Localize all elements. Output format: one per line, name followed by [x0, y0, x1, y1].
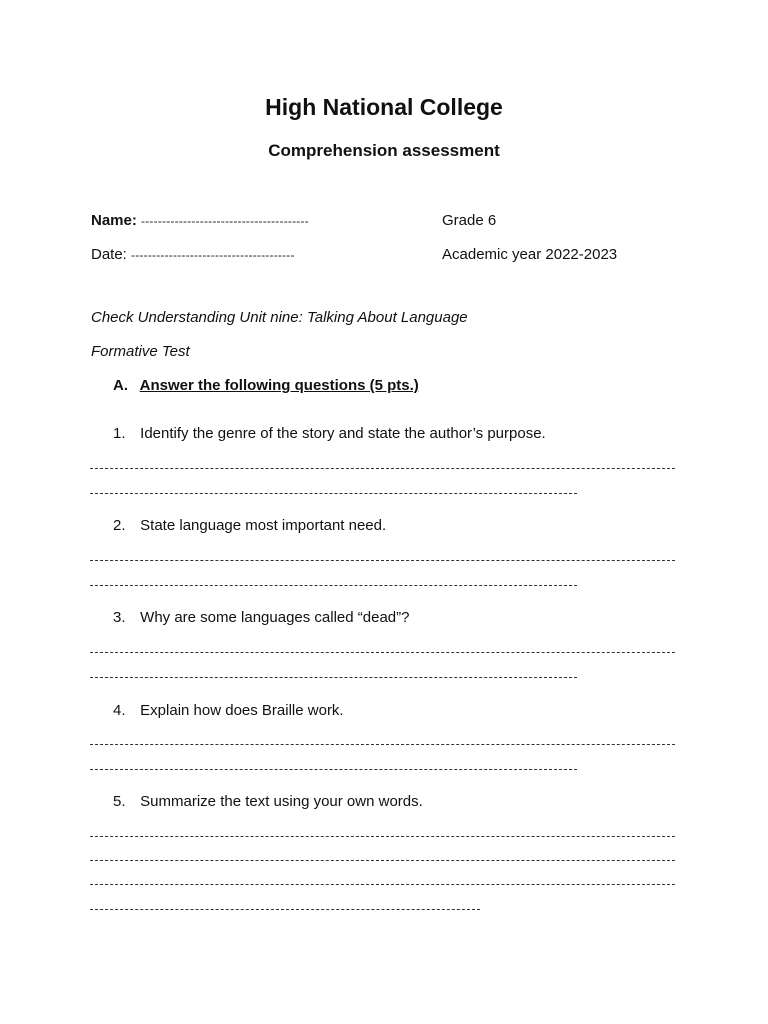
question-number: 4. — [113, 702, 126, 719]
answer-line — [90, 560, 675, 561]
question-3 — [113, 609, 410, 626]
question-number: 2. — [113, 517, 126, 534]
academic-year-row — [442, 246, 617, 263]
answer-line — [90, 468, 675, 469]
unit-title: Check Understanding Unit nine: Talking About Language — [91, 309, 468, 326]
answer-line — [90, 860, 675, 861]
section-title: Answer the following questions (5 pts.) — [139, 377, 419, 394]
name-label: Name: — [91, 212, 137, 229]
date-label: Date: — [91, 246, 127, 263]
answer-line — [90, 677, 577, 678]
grade-row — [442, 212, 496, 229]
question-text: Explain how does Braille work. — [140, 702, 344, 719]
answer-line — [90, 493, 577, 494]
grade-label: Grade — [442, 212, 484, 229]
question-1 — [113, 425, 546, 442]
answer-line — [90, 769, 577, 770]
date-blank: --------------------------------------- — [131, 248, 295, 262]
question-5 — [113, 793, 423, 810]
academic-year-value: 2022-2023 — [545, 246, 618, 263]
question-number: 3. — [113, 609, 126, 626]
question-text: State language most important need. — [140, 517, 387, 534]
question-2 — [113, 517, 386, 534]
answer-line — [90, 909, 480, 910]
answer-line — [90, 744, 675, 745]
answer-line — [90, 884, 675, 885]
name-row — [91, 212, 309, 229]
page-title: High National College — [265, 94, 503, 120]
answer-line — [90, 836, 675, 837]
question-text: Identify the genre of the story and state the author’s purpose. — [140, 425, 546, 442]
academic-year-label: Academic year — [442, 246, 542, 263]
section-letter: A. — [113, 377, 128, 394]
answer-line — [90, 585, 577, 586]
question-text: Summarize the text using your own words. — [140, 793, 423, 810]
question-4 — [113, 702, 344, 719]
answer-line — [90, 652, 675, 653]
assessment-subtitle: Comprehension assessment — [268, 141, 500, 160]
question-text: Why are some languages called “dead”? — [140, 609, 410, 626]
question-number: 5. — [113, 793, 126, 810]
question-number: 1. — [113, 425, 126, 442]
date-row — [91, 246, 295, 263]
test-type: Formative Test — [91, 343, 190, 360]
section-heading — [113, 377, 419, 394]
name-blank: ---------------------------------------- — [141, 214, 309, 228]
grade-value: 6 — [487, 212, 497, 229]
